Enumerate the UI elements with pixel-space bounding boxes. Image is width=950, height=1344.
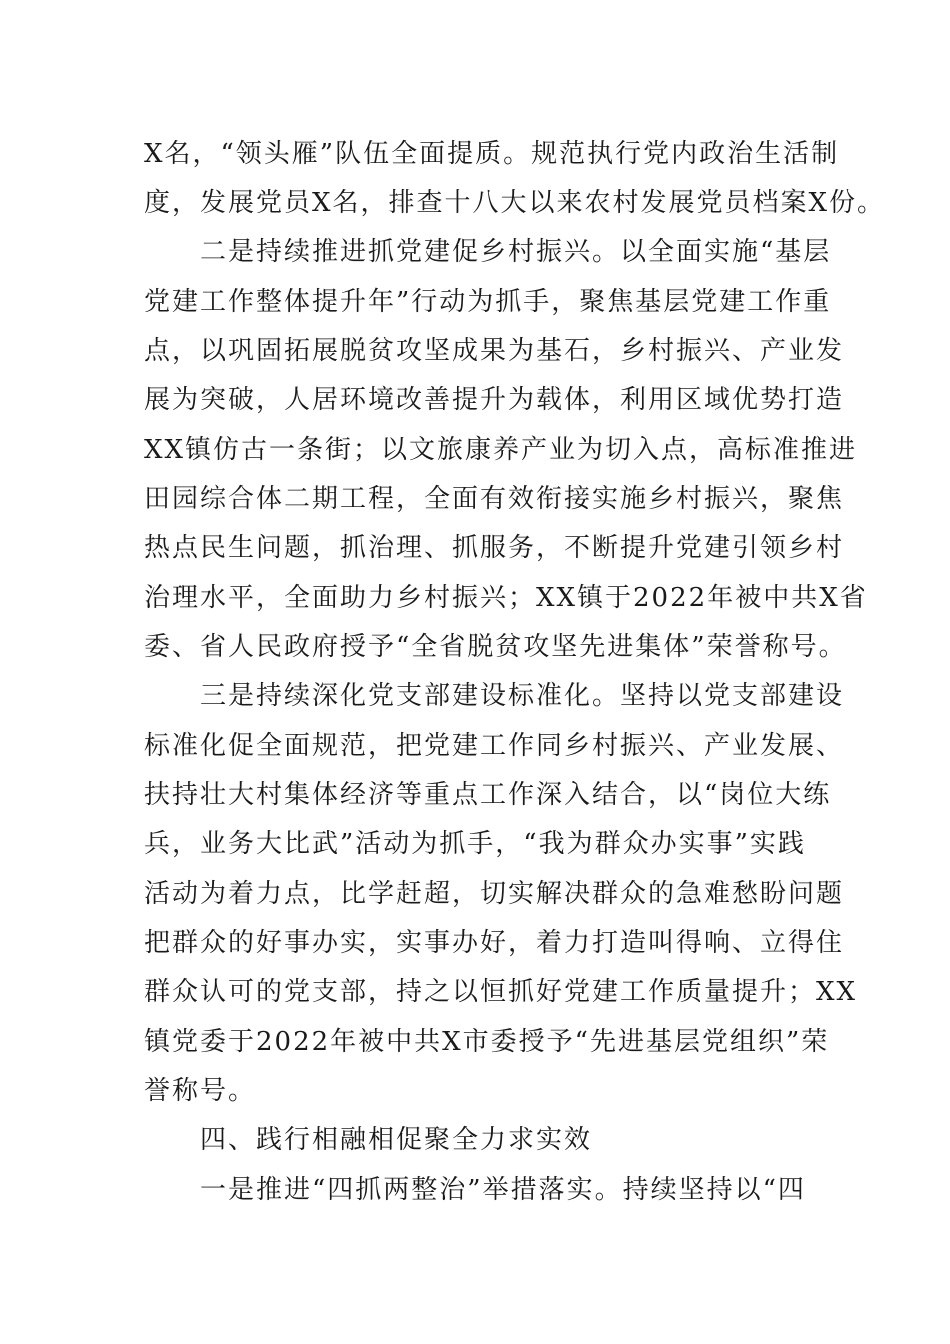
text-line: 展为突破，人居环境改善提升为载体，利用区域优势打造 [144, 385, 845, 415]
text-line: 委、省人民政府授予“全省脱贫攻坚先进集体”荣誉称号。 [144, 632, 847, 662]
section-heading: 四、践行相融相促聚全力求实效 [144, 1125, 593, 1155]
text-line: 镇党委于2022年被中共X市委授予“先进基层党组织”荣 [144, 1027, 830, 1057]
text-line: 点，以巩固拓展脱贫攻坚成果为基石，乡村振兴、产业发 [144, 336, 845, 366]
text-line: 党建工作整体提升年”行动为抓手，聚焦基层党建工作重 [144, 287, 832, 317]
text-line: 活动为着力点，比学赶超，切实解决群众的急难愁盼问题 [144, 879, 845, 909]
text-line: X名，“领头雁”队伍全面提质。规范执行党内政治生活制 [144, 139, 840, 169]
text-line: 田园综合体二期工程，全面有效衔接实施乡村振兴，聚焦 [144, 484, 845, 514]
text-line: 把群众的好事办实，实事办好，着力打造叫得响、立得住 [144, 928, 845, 958]
text-line: 兵，业务大比武”活动为抓手，“我为群众办实事”实践 [144, 829, 806, 859]
text-line: 誉称号。 [144, 1076, 257, 1106]
text-line: XX镇仿古一条街；以文旅康养产业为切入点，高标准推进 [144, 435, 858, 465]
text-line: 度，发展党员X名，排查十八大以来农村发展党员档案X份。 [144, 188, 886, 218]
text-line: 热点民生问题，抓治理、抓服务，不断提升党建引领乡村 [144, 533, 845, 563]
text-line: 群众认可的党支部，持之以恒抓好党建工作质量提升；XX [144, 977, 858, 1007]
text-line: 三是持续深化党支部建设标准化。坚持以党支部建设 [144, 681, 845, 711]
text-line: 治理水平，全面助力乡村振兴；XX镇于2022年被中共X省 [144, 583, 868, 613]
text-line: 一是推进“四抓两整治”举措落实。持续坚持以“四 [144, 1175, 806, 1205]
text-line: 二是持续推进抓党建促乡村振兴。以全面实施“基层 [144, 237, 832, 267]
text-line: 扶持壮大村集体经济等重点工作深入结合，以“岗位大练 [144, 780, 832, 810]
text-line: 标准化促全面规范，把党建工作同乡村振兴、产业发展、 [144, 731, 845, 761]
